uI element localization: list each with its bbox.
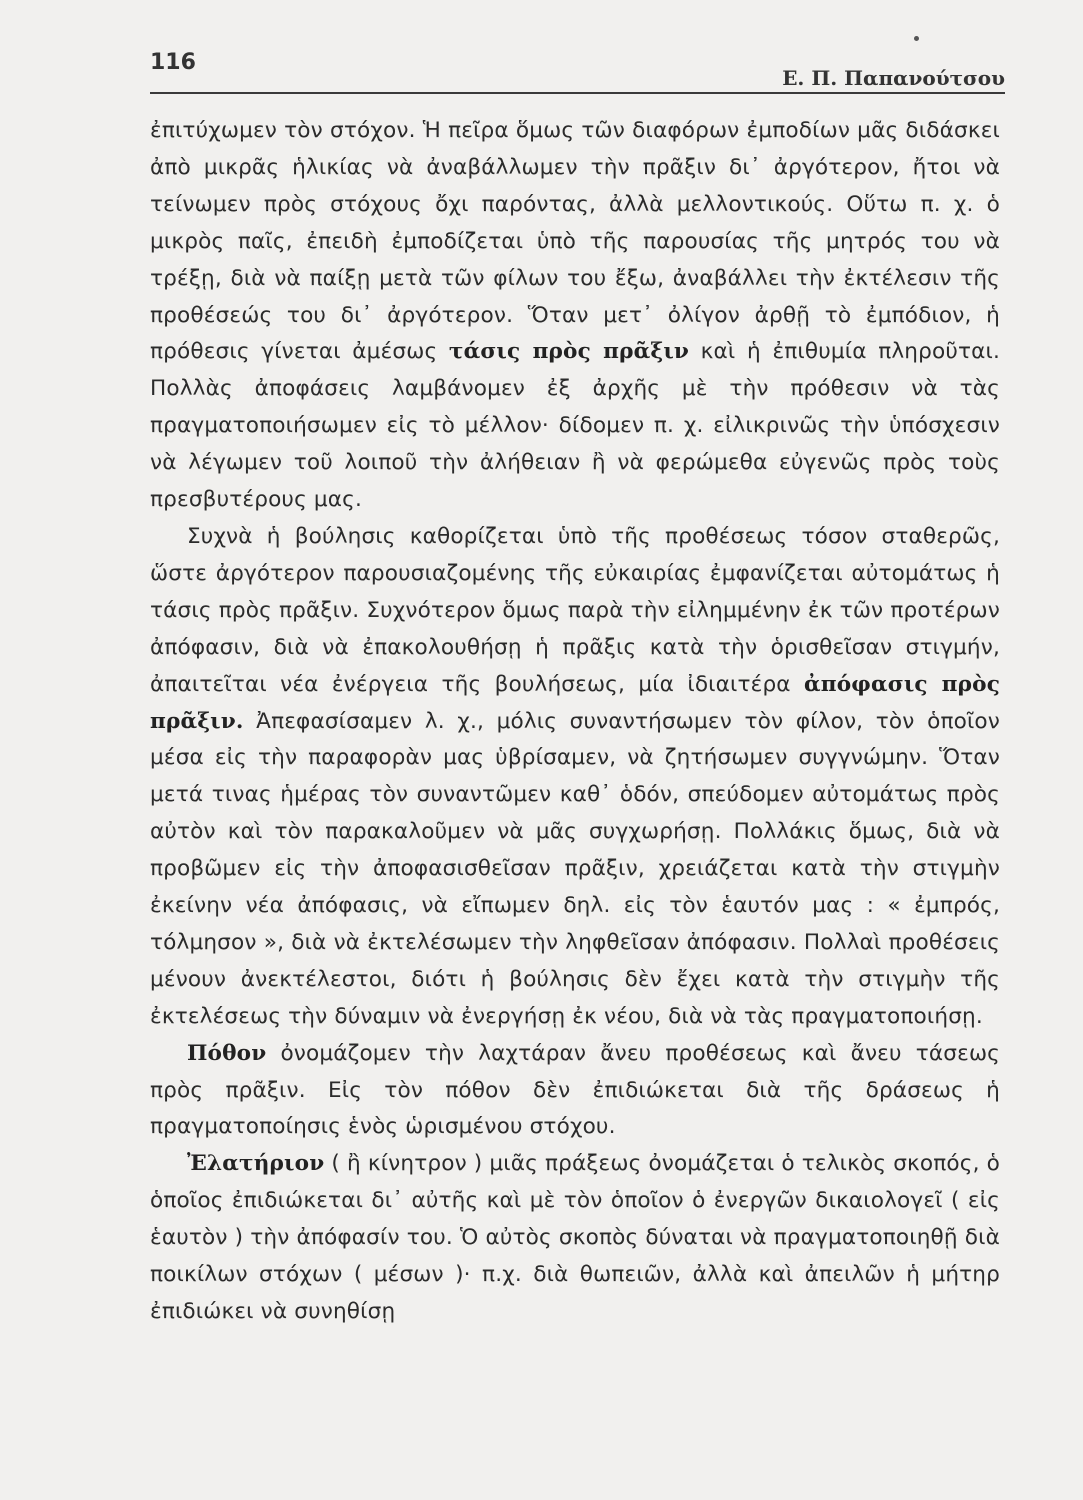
bold-term: Πόθον (187, 1040, 267, 1066)
running-head-author: Ε. Π. Παπανούτσου (782, 66, 1005, 90)
text-run: Ἀπεφασίσαμεν λ. χ., μόλις συναντήσωμεν τὸν φίλον, τὸν ὁποῖον μέσα εἰς τὴν παραφορὰν μας ὑβρίσαμεν, νὰ ζητήσωμεν συγγνώμην. Ὅταν μετά τινας ἡμέρας τὸν συναντῶμεν καθ᾽ ὁδόν, σπεύδομεν αὐτομάτως πρὸς αὐτὸν καὶ τὸν παρακαλοῦμεν νὰ μᾶς συγχωρήσῃ. Πολλάκις ὅμως, διὰ νὰ προβῶμεν εἰς τὴν ἀποφασισθεῖσαν πρᾶξιν, χρειάζεται κατὰ τὴν στιγμὴν ἐκείνην νέα ἀπόφασις, νὰ εἴπωμεν δηλ. εἰς τὸν ἑαυτόν μας : « ἐμπρός, τόλμησον », διὰ νὰ ἐκτελέσωμεν τὴν ληφθεῖσαν ἀπόφασιν. Πολλαὶ προθέσεις μένουν ἀνεκτέλεστοι, διότι ἡ βούλησις δὲν ἔχει κατὰ τὴν στιγμὴν τῆς ἐκτελέσεως τὴν δύναμιν νὰ ἐνεργήσῃ ἐκ νέου, διὰ νὰ τὰς πραγματοποιήσῃ. (150, 708, 1000, 1029)
page-body (150, 113, 1000, 1331)
bold-term: τάσις πρὸς πρᾶξιν (448, 339, 690, 365)
bold-term: Ἐλατήριον (187, 1151, 325, 1177)
printer-dot-mark (914, 36, 919, 41)
paragraph (150, 1036, 1000, 1147)
bold-term: ἀπόφασις πρὸς πρᾶξιν. (150, 671, 1000, 734)
paragraph (150, 113, 1000, 519)
paragraph (150, 519, 1000, 1036)
text-run: καὶ ἡ ἐπιθυμία πληροῦται. Πολλὰς ἀποφάσεις λαμβάνομεν ἐξ ἀρχῆς μὲ τὴν πρόθεσιν νὰ τὰς πραγματοποιήσωμεν εἰς τὸ μέλλον· δίδομεν π. χ. εἰλικρινῶς τὴν ὑπόσχεσιν νὰ λέγωμεν τοῦ λοιποῦ τὴν ἀλήθειαν ἢ νὰ φερώμεθα εὐγενῶς πρὸς τοὺς πρεσβυτέρους μας. (150, 339, 1000, 513)
text-run: Συχνὰ ἡ βούλησις καθορίζεται ὑπὸ τῆς προθέσεως τόσον σταθερῶς, ὥστε ἀργότερον παρουσιαζομένης τῆς εὐκαιρίας ἐμφανίζεται αὐτομάτως ἡ τάσις πρὸς πρᾶξιν. Συχνότερον ὅμως παρὰ τὴν εἰλημμένην ἐκ τῶν προτέρων ἀπόφασιν, διὰ νὰ ἐπακολουθήσῃ ἡ πρᾶξις κατὰ τὴν ὁρισθεῖσαν στιγμήν, ἀπαιτεῖται νέα ἐνέργεια τῆς βουλήσεως, μία ἰδιαιτέρα (150, 523, 1000, 697)
text-run: ( ἢ κίνητρον ) μιᾶς πράξεως ὀνομάζεται ὁ τελικὸς σκοπός, ὁ ὁποῖος ἐπιδιώκεται δι᾽ αὐτῆς καὶ μὲ τὸν ὁποῖον ὁ ἐνεργῶν δικαιολογεῖ ( εἰς ἑαυτὸν ) τὴν ἀπόφασίν του. Ὁ αὐτὸς σκοπὸς δύναται νὰ πραγματοποιηθῇ διὰ ποικίλων στόχων ( μέσων )· π.χ. διὰ θωπειῶν, ἀλλὰ καὶ ἀπειλῶν ἡ μήτηρ ἐπιδιώκει νὰ συνηθίσῃ (150, 1151, 1000, 1324)
text-run: ὀνομάζομεν τὴν λαχτάραν ἄνευ προθέσεως καὶ ἄνευ τάσεως πρὸς πρᾶξιν. Εἰς τὸν πόθον δὲν ἐπιδιώκεται διὰ τῆς δράσεως ἡ πραγματοποίησις ἑνὸς ὡρισμένου στόχου. (150, 1040, 1000, 1140)
header-rule (150, 92, 1005, 94)
page-number: 116 (150, 50, 196, 75)
paragraph (150, 1146, 1000, 1331)
text-run: ἐπιτύχωμεν τὸν στόχον. Ἡ πεῖρα ὅμως τῶν διαφόρων ἐμποδίων μᾶς διδάσκει ἀπὸ μικρᾶς ἡλικίας νὰ ἀναβάλλωμεν τὴν πρᾶξιν δι᾽ ἀργότερον, ἤτοι νὰ τείνωμεν πρὸς στόχους ὄχι παρόντας, ἀλλὰ μελλοντικούς. Οὕτω π. χ. ὁ μικρὸς παῖς, ἐπειδὴ ἐμποδίζεται ὑπὸ τῆς παρουσίας τῆς μητρός του νὰ τρέξῃ, διὰ νὰ παίξῃ μετὰ τῶν φίλων του ἔξω, ἀναβάλλει τὴν ἐκτέλεσιν τῆς προθέσεώς του δι᾽ ἀργότερον. Ὅταν μετ᾽ ὀλίγον ἀρθῇ τὸ ἐμπόδιον, ἡ πρόθεσις γίνεται ἀμέσως (150, 118, 1000, 365)
